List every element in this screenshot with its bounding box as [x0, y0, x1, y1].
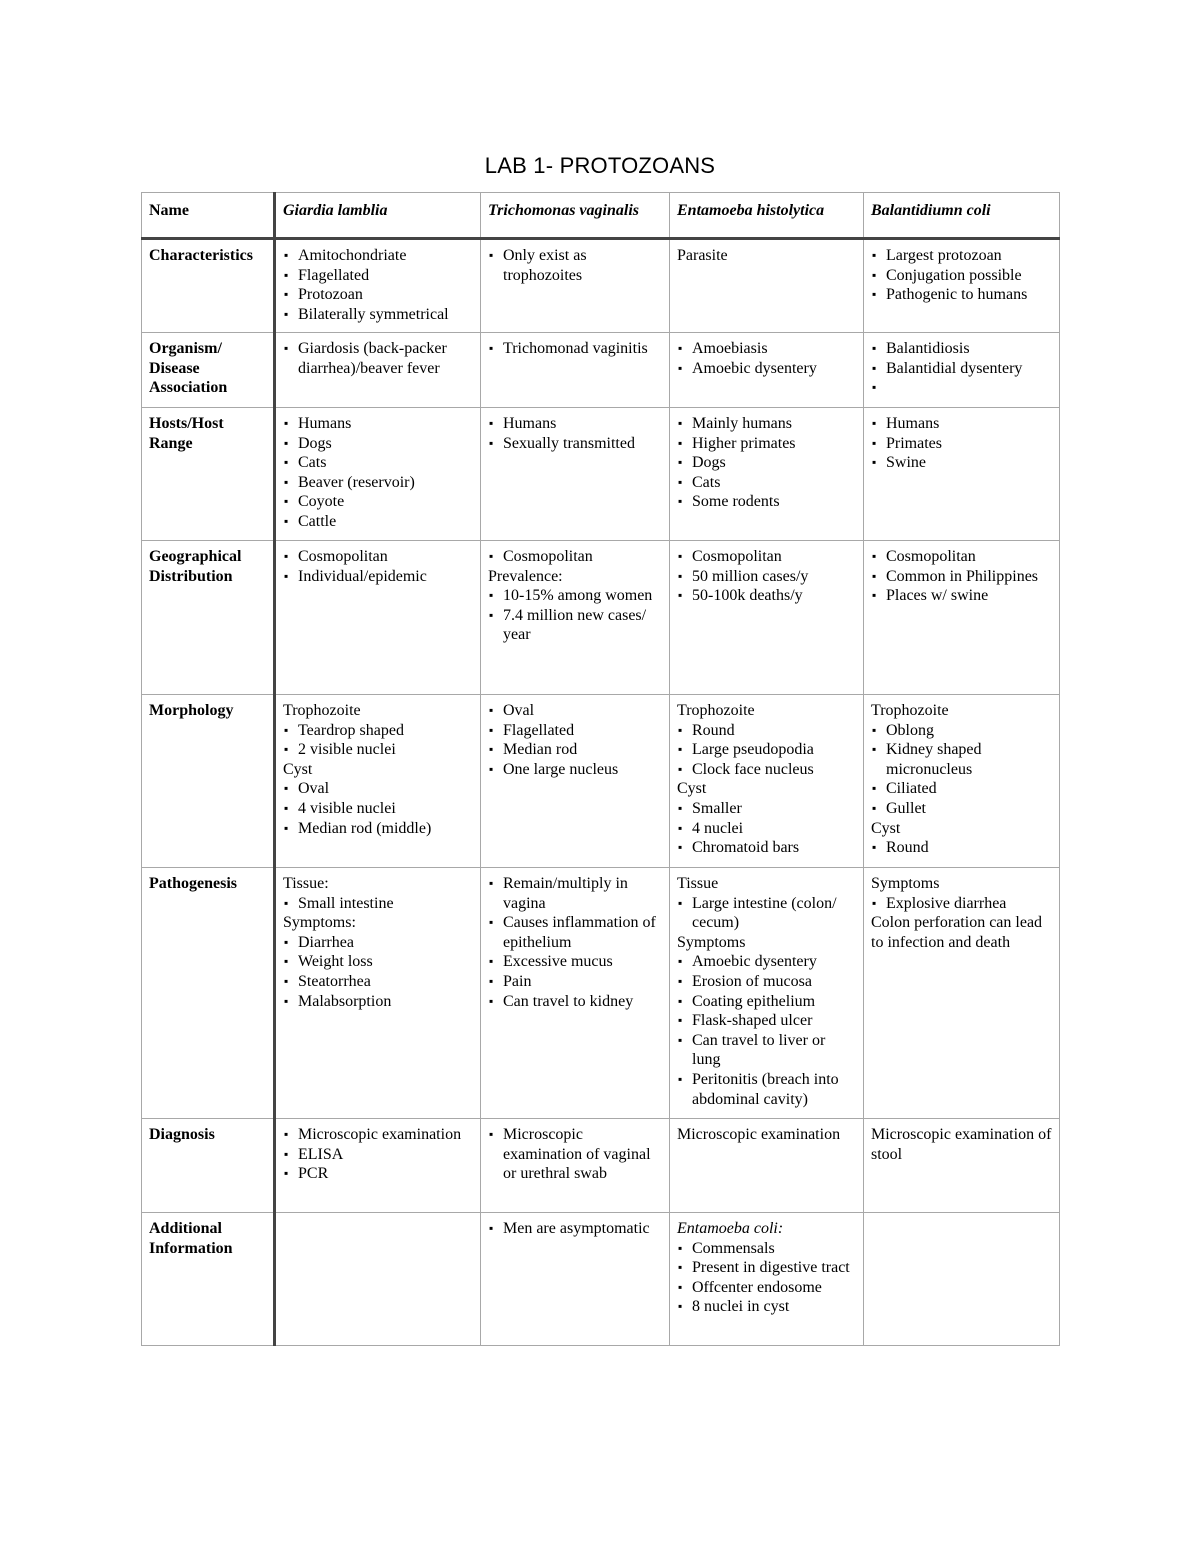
row-label-disease-1: Organism/	[149, 340, 222, 357]
list-item: ▪ Ciliated	[871, 779, 1053, 799]
row-label-disease-3: Association	[149, 379, 228, 397]
cell-disease-giardia	[275, 333, 481, 408]
list-item: ▪ Amoebic dysentery	[677, 952, 857, 972]
row-label-morphology: Morphology	[142, 695, 275, 868]
row-label-additional	[142, 1213, 275, 1346]
row-disease	[142, 333, 1060, 408]
list-geography-entamoeba	[677, 547, 857, 606]
list-item: ▪ Humans	[871, 414, 1053, 434]
header-name: Name	[142, 193, 275, 239]
list-item: ▪ Oval	[488, 701, 663, 721]
list-item: ▪ Places w/ swine	[871, 586, 1053, 606]
list-diagnosis-giardia	[283, 1125, 474, 1184]
row-label-additional-2: Information	[149, 1239, 233, 1257]
row-label-hosts	[142, 408, 275, 541]
row-label-characteristics: Characteristics	[142, 239, 275, 333]
list-item: ▪ Pathogenic to humans	[871, 285, 1053, 305]
cell-diagnosis-balantidium: Microscopic examination of stool	[864, 1119, 1060, 1213]
list-pathogenesis-balantidium-1	[871, 894, 1053, 914]
list-item: ▪ Individual/epidemic	[283, 567, 474, 587]
list-item: ▪ Malabsorption	[283, 992, 474, 1012]
list-item: ▪ Humans	[283, 414, 474, 434]
list-item: ▪ 50-100k deaths/y	[677, 586, 857, 606]
list-item: ▪ Trichomonad vaginitis	[488, 339, 663, 359]
list-item: ▪ Cosmopolitan	[871, 547, 1053, 567]
list-item: ▪ Round	[677, 721, 857, 741]
row-label-hosts-2: Range	[149, 434, 193, 452]
list-item: ▪ Humans	[488, 414, 663, 434]
row-label-additional-1: Additional	[149, 1220, 222, 1237]
list-additional-entamoeba	[677, 1239, 857, 1317]
list-item: ▪ Conjugation possible	[871, 266, 1053, 286]
cell-characteristics-entamoeba: Parasite	[670, 239, 864, 333]
list-item: ▪ Cats	[677, 473, 857, 493]
list-item: ▪ ELISA	[283, 1145, 474, 1165]
list-item: ▪ Median rod	[488, 740, 663, 760]
page-title: LAB 1- PROTOZOANS	[484, 153, 716, 178]
row-label-diagnosis: Diagnosis	[142, 1119, 275, 1213]
list-morphology-giardia-2	[283, 779, 474, 838]
list-item: ▪ Cattle	[283, 512, 474, 532]
list-item: ▪ 8 nuclei in cyst	[677, 1297, 857, 1317]
header-row	[142, 193, 1060, 239]
geography-trichomonas-heading: Prevalence:	[488, 567, 563, 585]
list-item: ▪ Teardrop shaped	[283, 721, 474, 741]
cell-characteristics-trichomonas	[481, 239, 670, 333]
row-characteristics	[142, 239, 1060, 333]
list-item: ▪ 10-15% among women	[488, 586, 663, 606]
list-morphology-balantidium-2	[871, 838, 1053, 858]
cell-disease-trichomonas	[481, 333, 670, 408]
cell-hosts-balantidium	[864, 408, 1060, 541]
cell-hosts-giardia	[275, 408, 481, 541]
list-item: ▪ Cosmopolitan	[488, 547, 663, 567]
list-item: ▪ Causes inflammation of epithelium	[488, 913, 663, 952]
list-item: ▪ Flagellated	[283, 266, 474, 286]
list-disease-trichomonas	[488, 339, 663, 359]
list-item: ▪ Higher primates	[677, 434, 857, 454]
cell-additional-trichomonas	[481, 1213, 670, 1346]
list-item: ▪ Only exist as trophozoites	[488, 246, 663, 285]
list-item: ▪ Smaller	[677, 799, 857, 819]
list-item: ▪ 4 nuclei	[677, 819, 857, 839]
list-diagnosis-trichomonas	[488, 1125, 663, 1184]
morphology-balantidium-heading-2: Cyst	[871, 819, 901, 837]
list-pathogenesis-entamoeba-2	[677, 952, 857, 1109]
list-item: ▪ Primates	[871, 434, 1053, 454]
list-pathogenesis-giardia-1	[283, 894, 474, 914]
list-item: ▪ Bilaterally symmetrical	[283, 305, 474, 325]
header-entamoeba: Entamoeba histolytica	[670, 193, 864, 239]
morphology-entamoeba-heading-1: Trophozoite	[677, 702, 755, 719]
list-hosts-trichomonas	[488, 414, 663, 453]
cell-morphology-entamoeba	[670, 695, 864, 868]
list-morphology-entamoeba-1	[677, 721, 857, 780]
list-morphology-trichomonas	[488, 701, 663, 779]
list-item: ▪ Median rod (middle)	[283, 819, 474, 839]
list-geography-trichomonas	[488, 586, 663, 645]
list-item: ▪ Remain/multiply in vagina	[488, 874, 663, 913]
list-item: ▪ Microscopic examination	[283, 1125, 474, 1145]
list-item: ▪ Common in Philippines	[871, 567, 1053, 587]
list-item: ▪ Can travel to liver or lung	[677, 1031, 857, 1070]
header-balantidium: Balantidiumn coli	[864, 193, 1060, 239]
list-disease-giardia	[283, 339, 474, 378]
list-item: ▪ Oval	[283, 779, 474, 799]
list-characteristics-balantidium	[871, 246, 1053, 305]
list-item: ▪ Mainly humans	[677, 414, 857, 434]
list-item: ▪ Kidney shaped micronucleus	[871, 740, 1053, 779]
row-label-geography	[142, 541, 275, 695]
list-item: ▪ Clock face nucleus	[677, 760, 857, 780]
additional-entamoeba-heading: Entamoeba coli:	[677, 1220, 784, 1237]
row-label-pathogenesis: Pathogenesis	[142, 868, 275, 1119]
list-item: ▪ Men are asymptomatic	[488, 1219, 663, 1239]
list-additional-trichomonas	[488, 1219, 663, 1239]
cell-geography-entamoeba	[670, 541, 864, 695]
cell-characteristics-balantidium	[864, 239, 1060, 333]
row-additional	[142, 1213, 1060, 1346]
cell-pathogenesis-giardia	[275, 868, 481, 1119]
list-item: ▪ Balantidial dysentery	[871, 359, 1053, 379]
list-morphology-giardia-1	[283, 721, 474, 760]
cell-morphology-giardia	[275, 695, 481, 868]
morphology-giardia-heading-2: Cyst	[283, 760, 313, 778]
list-morphology-entamoeba-2	[677, 799, 857, 858]
list-morphology-balantidium-1	[871, 721, 1053, 819]
pathogenesis-entamoeba-heading-1: Tissue	[677, 875, 719, 892]
list-item: ▪ Amitochondriate	[283, 246, 474, 266]
list-characteristics-trichomonas	[488, 246, 663, 285]
row-label-disease	[142, 333, 275, 408]
cell-hosts-entamoeba	[670, 408, 864, 541]
list-item: ▪ Protozoan	[283, 285, 474, 305]
list-item: ▪ Flagellated	[488, 721, 663, 741]
list-disease-entamoeba	[677, 339, 857, 378]
list-item: ▪ Excessive mucus	[488, 952, 663, 972]
list-item: ▪ Sexually transmitted	[488, 434, 663, 454]
list-item: ▪ Large pseudopodia	[677, 740, 857, 760]
list-item: ▪ Dogs	[283, 434, 474, 454]
list-item: ▪ Present in digestive tract	[677, 1258, 857, 1278]
list-item: ▪ 4 visible nuclei	[283, 799, 474, 819]
list-item: ▪ Swine	[871, 453, 1053, 473]
list-item: ▪ Steatorrhea	[283, 972, 474, 992]
list-item: ▪ Flask-shaped ulcer	[677, 1011, 857, 1031]
list-item: ▪ Erosion of mucosa	[677, 972, 857, 992]
list-item: ▪ Can travel to kidney	[488, 992, 663, 1012]
cell-morphology-balantidium	[864, 695, 1060, 868]
list-pathogenesis-entamoeba-1	[677, 894, 857, 933]
pathogenesis-balantidium-heading-1: Symptoms	[871, 875, 940, 892]
list-hosts-entamoeba	[677, 414, 857, 512]
list-item: ▪ Beaver (reservoir)	[283, 473, 474, 493]
list-item: ▪ Commensals	[677, 1239, 857, 1259]
list-item: ▪ Cosmopolitan	[283, 547, 474, 567]
list-item: ▪ Peritonitis (breach into abdominal cavity)	[677, 1070, 857, 1109]
list-item: ▪ Coyote	[283, 492, 474, 512]
list-item: ▪ Chromatoid bars	[677, 838, 857, 858]
cell-pathogenesis-balantidium	[864, 868, 1060, 1119]
list-item: ▪ Coating epithelium	[677, 992, 857, 1012]
list-pathogenesis-trichomonas	[488, 874, 663, 1011]
cell-additional-balantidium	[864, 1213, 1060, 1346]
list-item: ▪ 50 million cases/y	[677, 567, 857, 587]
cell-additional-entamoeba	[670, 1213, 864, 1346]
row-hosts	[142, 408, 1060, 541]
list-item: ▪ Amoebic dysentery	[677, 359, 857, 379]
list-item: ▪ Cats	[283, 453, 474, 473]
cell-hosts-trichomonas	[481, 408, 670, 541]
list-item	[871, 378, 1053, 398]
cell-diagnosis-giardia	[275, 1119, 481, 1213]
cell-diagnosis-entamoeba: Microscopic examination	[670, 1119, 864, 1213]
row-pathogenesis	[142, 868, 1060, 1119]
list-geography-trichomonas-top	[488, 547, 663, 567]
list-geography-balantidium	[871, 547, 1053, 606]
list-item: ▪ Diarrhea	[283, 933, 474, 953]
morphology-giardia-heading-1: Trophozoite	[283, 702, 361, 719]
cell-additional-giardia	[275, 1213, 481, 1346]
row-label-geography-2: Distribution	[149, 567, 233, 585]
header-trichomonas: Trichomonas vaginalis	[481, 193, 670, 239]
morphology-entamoeba-heading-2: Cyst	[677, 780, 707, 798]
list-item: ▪ One large nucleus	[488, 760, 663, 780]
list-hosts-giardia	[283, 414, 474, 532]
cell-disease-balantidium	[864, 333, 1060, 408]
protozoa-table	[141, 192, 1060, 1346]
list-item: ▪ PCR	[283, 1164, 474, 1184]
cell-disease-entamoeba	[670, 333, 864, 408]
cell-characteristics-giardia	[275, 239, 481, 333]
header-giardia: Giardia lamblia	[275, 193, 481, 239]
list-item: ▪ Amoebiasis	[677, 339, 857, 359]
list-item: ▪ Largest protozoan	[871, 246, 1053, 266]
list-item: ▪ Oblong	[871, 721, 1053, 741]
row-label-hosts-1: Hosts/Host	[149, 415, 224, 432]
cell-diagnosis-trichomonas	[481, 1119, 670, 1213]
pathogenesis-giardia-heading-1: Tissue:	[283, 875, 329, 892]
list-characteristics-giardia	[283, 246, 474, 324]
list-item: ▪ Round	[871, 838, 1053, 858]
list-item: ▪ Weight loss	[283, 952, 474, 972]
list-item: ▪ Balantidiosis	[871, 339, 1053, 359]
cell-pathogenesis-trichomonas	[481, 868, 670, 1119]
list-pathogenesis-giardia-2	[283, 933, 474, 1011]
list-item: ▪ 7.4 million new cases/ year	[488, 606, 663, 645]
list-geography-giardia	[283, 547, 474, 586]
list-item: ▪ Dogs	[677, 453, 857, 473]
row-label-disease-2: Disease	[149, 359, 200, 377]
cell-geography-balantidium	[864, 541, 1060, 695]
list-item: ▪ Small intestine	[283, 894, 474, 914]
list-item: ▪ Cosmopolitan	[677, 547, 857, 567]
list-item: ▪ Large intestine (colon/ cecum)	[677, 894, 857, 933]
list-item: ▪ 2 visible nuclei	[283, 740, 474, 760]
row-label-geography-1: Geographical	[149, 548, 242, 565]
pathogenesis-giardia-heading-2: Symptoms:	[283, 914, 356, 932]
cell-geography-giardia	[275, 541, 481, 695]
list-item: ▪ Giardosis (back-packer diarrhea)/beaver fever	[283, 339, 474, 378]
pathogenesis-balantidium-text: Colon perforation can lead to infection and death	[871, 914, 1043, 951]
row-diagnosis	[142, 1119, 1060, 1213]
morphology-balantidium-heading-1: Trophozoite	[871, 702, 949, 719]
list-item: ▪ Explosive diarrhea	[871, 894, 1053, 914]
cell-morphology-trichomonas	[481, 695, 670, 868]
list-item: ▪ Offcenter endosome	[677, 1278, 857, 1298]
row-geography	[142, 541, 1060, 695]
cell-geography-trichomonas	[481, 541, 670, 695]
list-item: ▪ Pain	[488, 972, 663, 992]
list-item: ▪ Some rodents	[677, 492, 857, 512]
pathogenesis-entamoeba-heading-2: Symptoms	[677, 933, 746, 951]
list-item: ▪ Microscopic examination of vaginal or urethral swab	[488, 1125, 663, 1184]
cell-pathogenesis-entamoeba	[670, 868, 864, 1119]
list-hosts-balantidium	[871, 414, 1053, 473]
row-morphology	[142, 695, 1060, 868]
list-disease-balantidium	[871, 339, 1053, 398]
list-item: ▪ Gullet	[871, 799, 1053, 819]
